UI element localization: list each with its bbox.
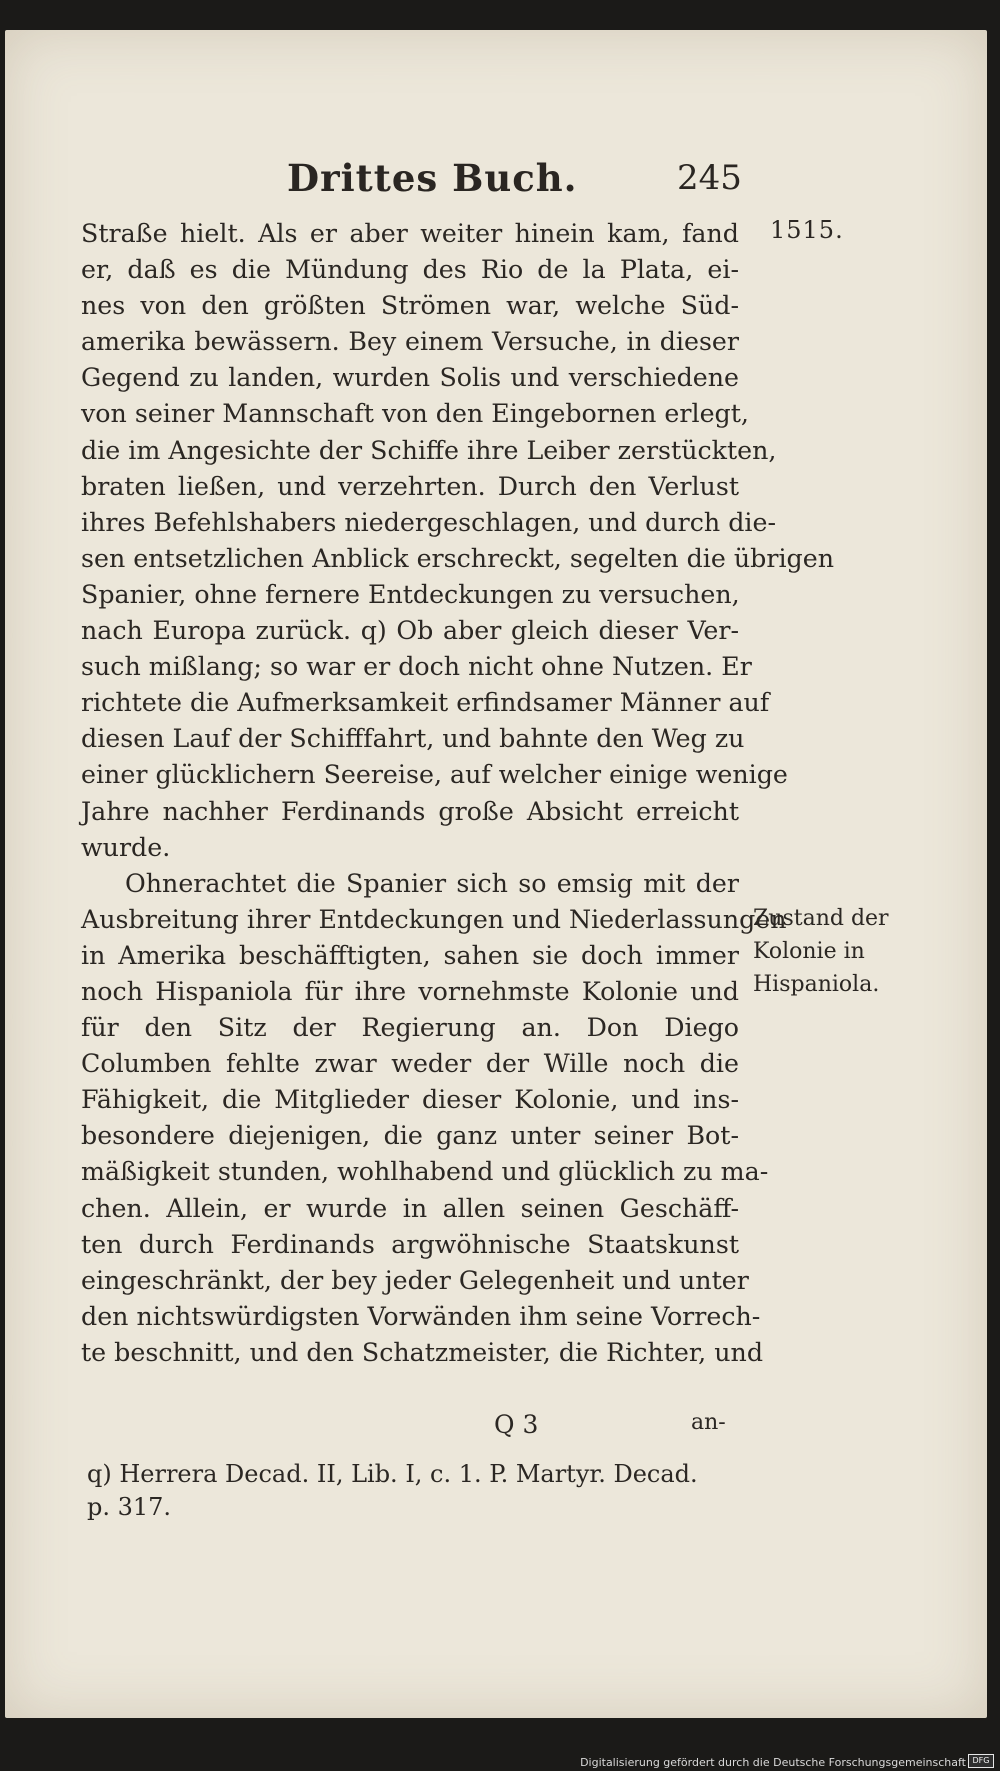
text-line: einer glücklichern Seereise, auf welcher einige wenige [81, 760, 788, 790]
signature-mark: Q 3 [494, 1410, 539, 1439]
text-line: nach Europa zurück. q) Ob aber gleich dieser Ver- [81, 616, 739, 646]
text-line: besondere diejenigen, die ganz unter seiner Bot- [81, 1121, 739, 1151]
footnote-line: p. 317. [87, 1493, 172, 1521]
margin-year: 1515. [770, 216, 844, 244]
text-line: Straße hielt. Als er aber weiter hinein kam, fand [81, 219, 739, 248]
text-line: Ohnerachtet die Spanier sich so emsig mit der [125, 868, 739, 898]
text-line: diesen Lauf der Schifffahrt, und bahnte den Weg zu [81, 724, 745, 754]
text-line: richtete die Aufmerksamkeit erfindsamer Männer auf [81, 688, 770, 718]
page-number: 245 [677, 158, 742, 198]
text-line: amerika bewässern. Bey einem Versuche, in dieser [81, 327, 739, 357]
text-line: Jahre nachher Ferdinands große Absicht erreicht [81, 796, 739, 826]
dfg-logo: DFG [968, 1754, 994, 1768]
footnote [87, 1458, 747, 1524]
text-line: te beschnitt, und den Schatzmeister, die Richter, und [81, 1337, 764, 1367]
text-line: nes von den größten Strömen war, welche Süd- [81, 291, 739, 321]
text-line: mäßigkeit stunden, wohlhabend und glücklich zu ma- [81, 1157, 769, 1187]
text-line: den nichtswürdigsten Vorwänden ihm seine Vorrech- [81, 1301, 761, 1331]
text-line: sen entsetzlichen Anblick erschreckt, segelten die übrigen [81, 543, 834, 573]
text-line: Fähigkeit, die Mitglieder dieser Kolonie, und ins- [81, 1085, 739, 1115]
text-line: in Amerika beschäfftigten, sahen sie doch immer [81, 940, 739, 970]
margin-note [753, 902, 889, 1001]
catchword: an- [691, 1410, 726, 1435]
text-line: ihres Befehlshabers niedergeschlagen, und durch die- [81, 507, 777, 537]
margin-note-line: Zustand der [753, 906, 889, 931]
footnote-line: q) Herrera Decad. II, Lib. I, c. 1. P. Martyr. Decad. [87, 1460, 698, 1488]
running-title: Drittes Buch. [287, 156, 578, 200]
text-line: von seiner Mannschaft von den Eingebornen erlegt, [81, 399, 749, 429]
margin-note-line: Hispaniola. [753, 972, 880, 997]
text-line: für den Sitz der Regierung an. Don Diego [81, 1013, 739, 1043]
text-line: Spanier, ohne fernere Entdeckungen zu versuchen, [81, 579, 740, 609]
page-header [5, 156, 987, 206]
text-line: chen. Allein, er wurde in allen seinen Geschäff- [81, 1193, 739, 1223]
margin-note-line: Kolonie in [753, 939, 865, 964]
text-line: Ausbreitung ihrer Entdeckungen und Niederlassungen [81, 904, 787, 934]
text-line: ten durch Ferdinands argwöhnische Staatskunst [81, 1229, 739, 1259]
text-line: die im Angesichte der Schiffe ihre Leiber zerstückten, [81, 435, 777, 465]
text-line: Gegend zu landen, wurden Solis und verschiedene [81, 363, 739, 393]
digitization-credit: Digitalisierung gefördert durch die Deutsche Forschungsgemeinschaft [580, 1756, 966, 1769]
text-line: such mißlang; so war er doch nicht ohne Nutzen. Er [81, 652, 752, 682]
text-line: noch Hispaniola für ihre vornehmste Kolonie und [81, 976, 739, 1006]
text-line: Columben fehlte zwar weder der Wille noch die [81, 1049, 739, 1079]
text-line: braten ließen, und verzehrten. Durch den Verlust [81, 471, 739, 501]
text-line: er, daß es die Mündung des Rio de la Plata, ei- [81, 255, 739, 285]
book-page [5, 30, 987, 1718]
text-line: eingeschränkt, der bey jeder Gelegenheit und unter [81, 1265, 749, 1295]
text-line: wurde. [81, 832, 171, 862]
